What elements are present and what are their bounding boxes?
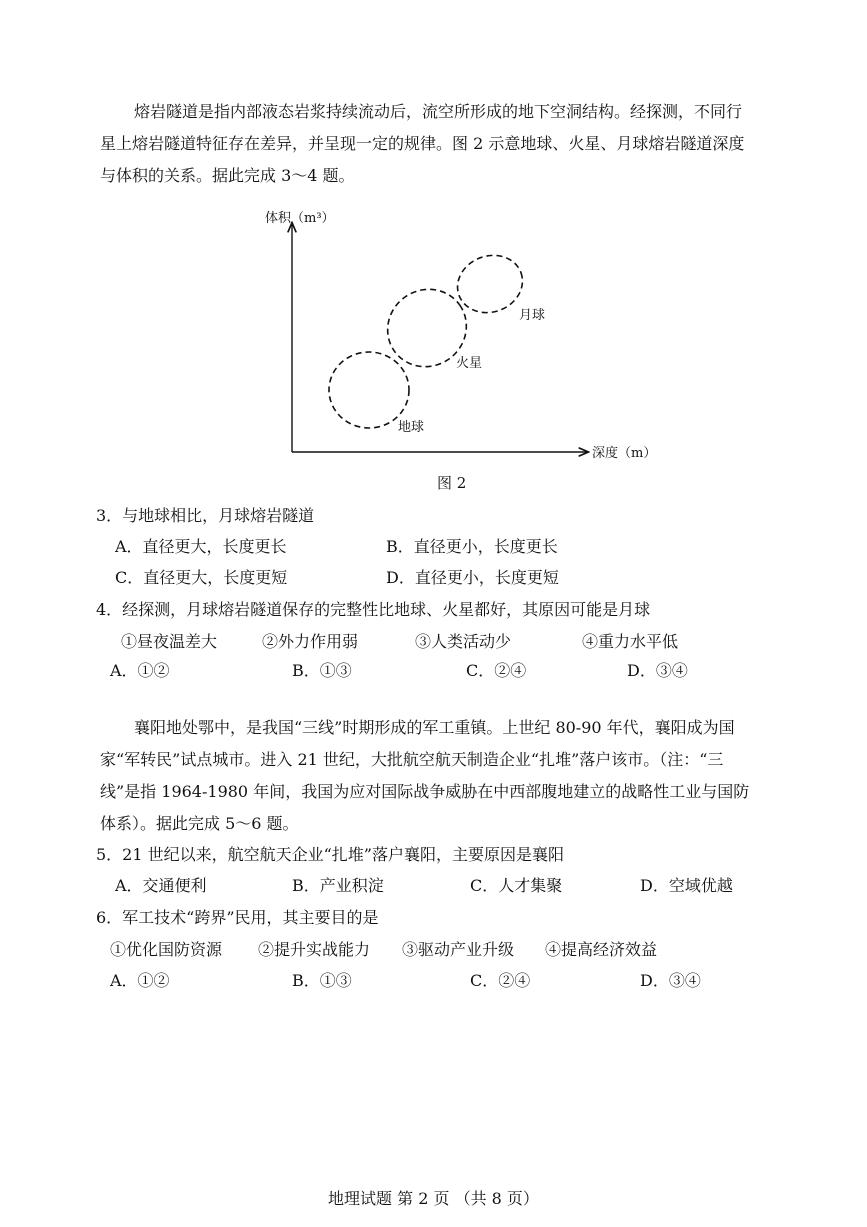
question-6-stem: 6．军工技术“跨界”民用，其主要目的是 xyxy=(96,908,379,927)
intro-2-line-1: 襄阳地处鄂中，是我国“三线”时期形成的军工重镇。上世纪 80-90 年代，襄阳成为国 xyxy=(134,718,735,737)
label-earth: 地球 xyxy=(398,420,425,435)
x-axis-label: 深度（m） xyxy=(592,446,657,461)
intro-paragraph-1 xyxy=(100,96,810,192)
earth-ellipse xyxy=(329,352,409,428)
label-moon: 月球 xyxy=(519,308,546,323)
intro-paragraph-2 xyxy=(100,712,810,840)
q3-option-a[interactable]: A．直径更大，长度更长 xyxy=(115,537,287,556)
q6-option-d[interactable]: D．③④ xyxy=(640,971,701,990)
q4-item-4: ④重力水平低 xyxy=(582,632,679,651)
q6-option-c[interactable]: C．②④ xyxy=(470,971,531,990)
q4-option-b[interactable]: B．①③ xyxy=(292,661,352,680)
q4-option-d[interactable]: D．③④ xyxy=(627,661,688,680)
q6-item-1: ①优化国防资源 xyxy=(110,940,223,959)
q6-option-a[interactable]: A．①② xyxy=(110,971,170,990)
q4-option-c[interactable]: C．②④ xyxy=(466,661,527,680)
figure-2 xyxy=(255,200,675,500)
intro-1-line-2: 星上熔岩隧道特征存在差异，并呈现一定的规律。图 2 示意地球、火星、月球熔岩隧道深度 xyxy=(100,134,745,153)
question-4-stem: 4．经探测，月球熔岩隧道保存的完整性比地球、火星都好，其原因可能是月球 xyxy=(96,600,651,619)
q3-option-c[interactable]: C．直径更大，长度更短 xyxy=(115,568,288,587)
y-axis-label: 体积（m³） xyxy=(265,211,335,226)
q4-item-2: ②外力作用弱 xyxy=(262,632,359,651)
question-5-stem: 5．21 世纪以来，航空航天企业“扎堆”落户襄阳，主要原因是襄阳 xyxy=(96,845,564,864)
intro-2-line-2: 家“军转民”试点城市。进入 21 世纪，大批航空航天制造企业“扎堆”落户该市。（注：“三 xyxy=(100,750,724,769)
q6-item-3: ③驱动产业升级 xyxy=(402,940,515,959)
q6-item-2: ②提升实战能力 xyxy=(258,940,371,959)
q5-option-d[interactable]: D．空域优越 xyxy=(640,876,733,895)
q5-option-c[interactable]: C．人才集聚 xyxy=(470,876,563,895)
q4-item-1: ①昼夜温差大 xyxy=(121,632,218,651)
q4-option-a[interactable]: A．①② xyxy=(110,661,170,680)
intro-1-line-3: 与体积的关系。据此完成 3～4 题。 xyxy=(100,166,355,185)
figure-caption: 图 2 xyxy=(437,474,467,492)
q5-option-a[interactable]: A．交通便利 xyxy=(115,876,207,895)
q4-item-3: ③人类活动少 xyxy=(415,632,512,651)
q3-option-d[interactable]: D．直径更小，长度更短 xyxy=(386,568,559,587)
page-footer: 地理试题 第 2 页 （共 8 页） xyxy=(328,1189,539,1208)
q5-option-b[interactable]: B．产业积淀 xyxy=(292,876,384,895)
q6-item-4: ④提高经济效益 xyxy=(545,940,658,959)
figure-2-diagram xyxy=(255,200,675,500)
question-3-stem: 3．与地球相比，月球熔岩隧道 xyxy=(96,506,315,525)
intro-2-line-3: 线”是指 1964-1980 年间，我国为应对国际战争威胁在中西部腹地建立的战略性工业与国防 xyxy=(100,782,750,801)
label-mars: 火星 xyxy=(456,356,483,371)
intro-1-line-1: 熔岩隧道是指内部液态岩浆持续流动后，流空所形成的地下空洞结构。经探测，不同行 xyxy=(134,102,743,121)
q6-option-b[interactable]: B．①③ xyxy=(292,971,352,990)
intro-2-line-4: 体系）。据此完成 5～6 题。 xyxy=(100,814,299,833)
q3-option-b[interactable]: B．直径更小，长度更长 xyxy=(386,537,558,556)
